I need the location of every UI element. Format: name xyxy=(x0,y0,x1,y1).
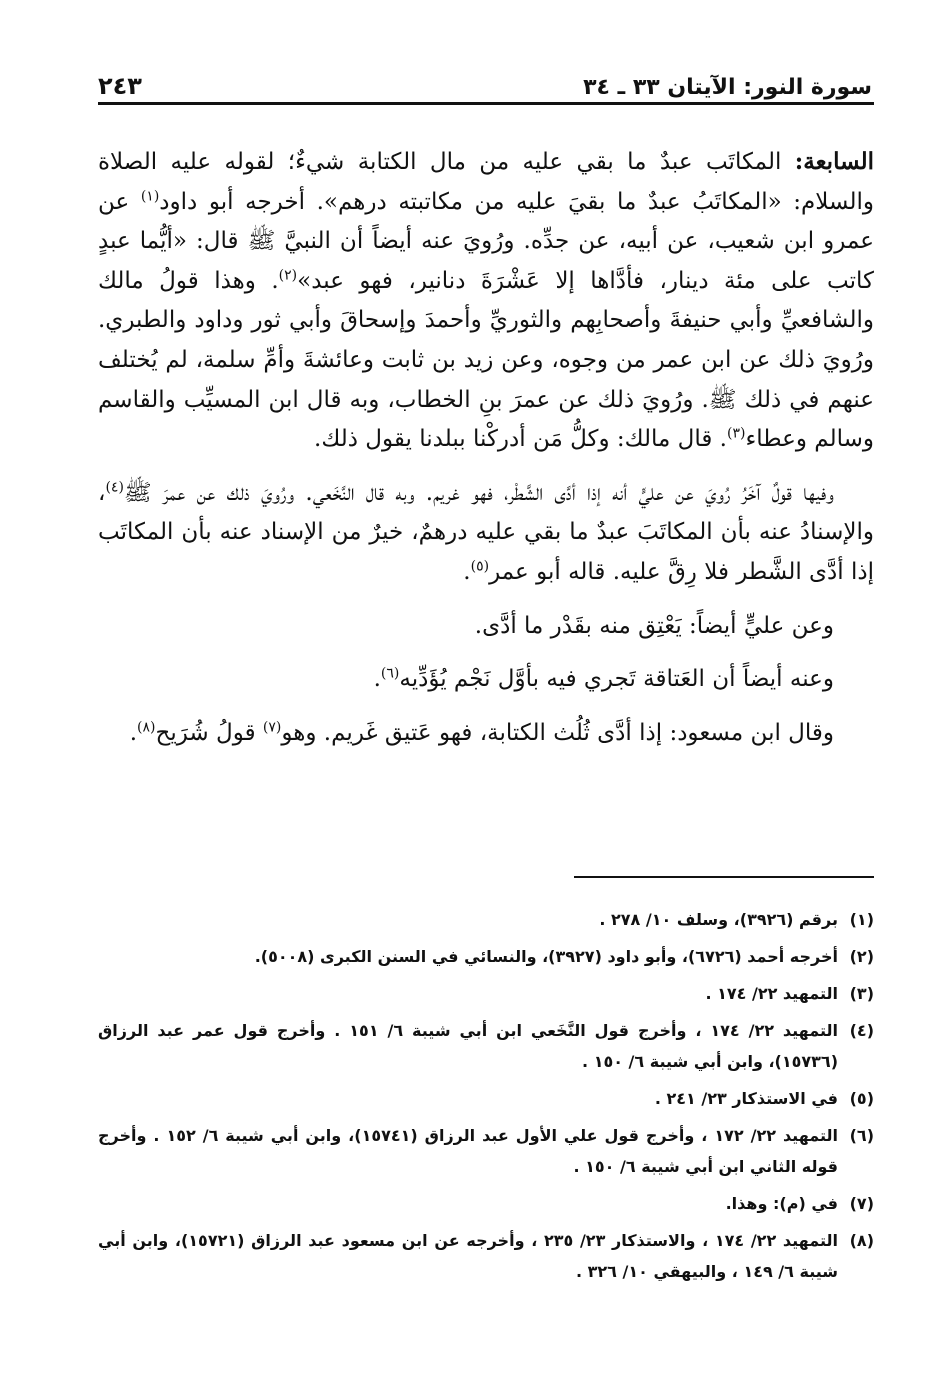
paragraph-ataqa xyxy=(98,660,874,700)
footnote-text: في الاستذكار ٢٣/ ٢٤١ . xyxy=(654,1089,838,1108)
footnote-number: (٨) xyxy=(849,1231,874,1250)
paragraph-text: . قال مالك: وكلُّ مَن أدركْنا ببلدنا يقول ذلك. xyxy=(314,426,727,453)
footnote-number: (٤) xyxy=(849,1021,874,1040)
paragraph-text: وعن عليٍّ أيضاً: يَعْتِق منه بقَدْر ما أدَّى. xyxy=(474,612,834,639)
paragraph-text: وقال ابن مسعود: إذا أدَّى ثُلُث الكتابة، فهو عَتيق غَريم. وهو xyxy=(281,719,834,746)
chapter-title: سورة النور: الآيتان ٣٣ ـ ٣٤ xyxy=(583,75,872,100)
paragraph-seventh xyxy=(98,142,874,460)
paragraph-text: . xyxy=(463,558,471,585)
paragraph-ali xyxy=(98,607,874,647)
footnote xyxy=(98,1083,874,1114)
paragraph-text: المكاتَب عبدٌ ما بقي عليه من مال الكتابة شيءٌ؛ لقوله عليه الصلاة والسلام: «المكاتَبُ عبدٌ ما بقيَ عليه من مكاتبته درهم». أخرجه أبو داود xyxy=(98,149,875,215)
paragraph-text: ، والإسنادُ عنه بأن المكاتَبَ عبدٌ ما بقي عليه درهمٌ، خيرٌ من الإسناد عنه بأن المكاتَب إذا أدَّى الشَّطر فلا رِقَّ عليه. قاله أبو عمر xyxy=(98,479,874,585)
footnote xyxy=(98,1225,874,1287)
paragraph-text: . وهذا قولُ مالك والشافعيِّ وأبي حنيفةَ وأصحابِهم والثوريِّ وأحمدَ وإسحاقَ وأبي ثور وداود والطبري. ورُويَ ذلك عن ابن عمر من وجوه، وعن زيد بن ثابت وعائشةَ وأمِّ سلمة، لم يُختلف عنهم في ذلك ﷺ. ورُويَ ذلك عن عمرَ بنِ الخطاب، وبه قال ابن المسيِّب والقاسم وسالم وعطاء xyxy=(98,267,874,453)
paragraph-text: . xyxy=(129,719,138,746)
footnote xyxy=(98,1015,874,1077)
paragraph-text: وفيها قولٌ آخَرُ رُويَ عن عليٍّ أنه إذا أدَّى الشَّطْر، فهو غريم. وبه قال النَّخَعي. ورُويَ ذلك عن عمرَ ﷺ xyxy=(123,479,834,506)
paragraph-text: قولُ شُرَيح xyxy=(155,719,263,746)
footnote-text: التمهيد ٢٢/ ١٧٤ ، والاستذكار ٢٣/ ٢٣٥ ، وأخرجه عن ابن مسعود عبد الرزاق (١٥٧٢١)، وابن أبي شيبة ٦/ ١٤٩ ، والبيهقي ١٠/ ٣٢٦ . xyxy=(98,1231,838,1281)
paragraph-text: . xyxy=(373,666,381,693)
footnote-ref: (٤) xyxy=(105,479,124,496)
paragraph-text: وعنه أيضاً أن العَتاقة تَجري فيه بأوَّل نَجْم يُؤَدِّيه xyxy=(399,666,834,693)
footnote xyxy=(98,978,874,1009)
footnote-ref: (٢) xyxy=(278,267,298,284)
page-number: ٢٤٣ xyxy=(98,72,142,100)
footnote-text: برقم (٣٩٢٦)، وسلف ١٠/ ٢٧٨ . xyxy=(599,910,838,929)
footnote-ref: (٦) xyxy=(380,665,400,682)
footnote-ref: (٧) xyxy=(262,719,282,736)
footnote-number: (٦) xyxy=(849,1126,874,1145)
footnote-text: التمهيد ٢٢/ ١٧٢ ، وأخرج قول علي الأول عبد الرزاق (١٥٧٤١)، وابن أبي شيبة ٦/ ١٥٢ . وأخرج قوله الثاني ابن أبي شيبة ٦/ ١٥٠ . xyxy=(98,1126,839,1176)
running-header xyxy=(98,60,872,100)
paragraph-text: عن عمرو ابن شعيب، عن أبيه، عن جدِّه. ورُويَ عنه أيضاً أن النبيَّ ﷺ قال: «أيُّما عبدٍ كاتب على مئة دينار، فأدَّاها إلا عَشْرَةَ دنانير، فهو عبد» xyxy=(98,188,875,294)
footnote-number: (٢) xyxy=(849,947,874,966)
footnote xyxy=(98,941,874,972)
footnote-ref: (٣) xyxy=(726,425,746,442)
main-text xyxy=(98,142,874,753)
footnote-number: (٧) xyxy=(849,1194,874,1213)
header-rule xyxy=(98,102,874,105)
paragraph-other-opinion xyxy=(98,474,874,593)
footnote-ref: (١) xyxy=(140,187,160,204)
footnote-text: في (م): وهذا. xyxy=(725,1194,838,1213)
paragraph-ibn-masud xyxy=(98,714,874,754)
footnote-text: التمهيد ٢٢/ ١٧٤ ، وأخرج قول النَّخَعي ابن أبي شيبة ٦/ ١٥١ . وأخرج قول عمر عبد الرزاق (١٥٧٣٦)، وابن أبي شيبة ٦/ ١٥٠ . xyxy=(98,1021,838,1071)
footnote-ref: (٨) xyxy=(137,719,156,736)
footnote-rule xyxy=(574,876,874,878)
footnote xyxy=(98,1188,874,1219)
footnotes xyxy=(98,904,874,1293)
footnote xyxy=(98,904,874,935)
footnote-number: (٣) xyxy=(849,984,874,1003)
paragraph-lead: السابعة: xyxy=(794,148,874,175)
footnote-ref: (٥) xyxy=(470,558,490,575)
footnote xyxy=(98,1120,874,1182)
footnote-number: (٥) xyxy=(849,1089,874,1108)
footnote-text: التمهيد ٢٢/ ١٧٤ . xyxy=(705,984,838,1003)
footnote-text: أخرجه أحمد (٦٧٢٦)، وأبو داود (٣٩٢٧)، والنسائي في السنن الكبرى (٥٠٠٨). xyxy=(254,947,838,966)
footnote-number: (١) xyxy=(849,910,874,929)
